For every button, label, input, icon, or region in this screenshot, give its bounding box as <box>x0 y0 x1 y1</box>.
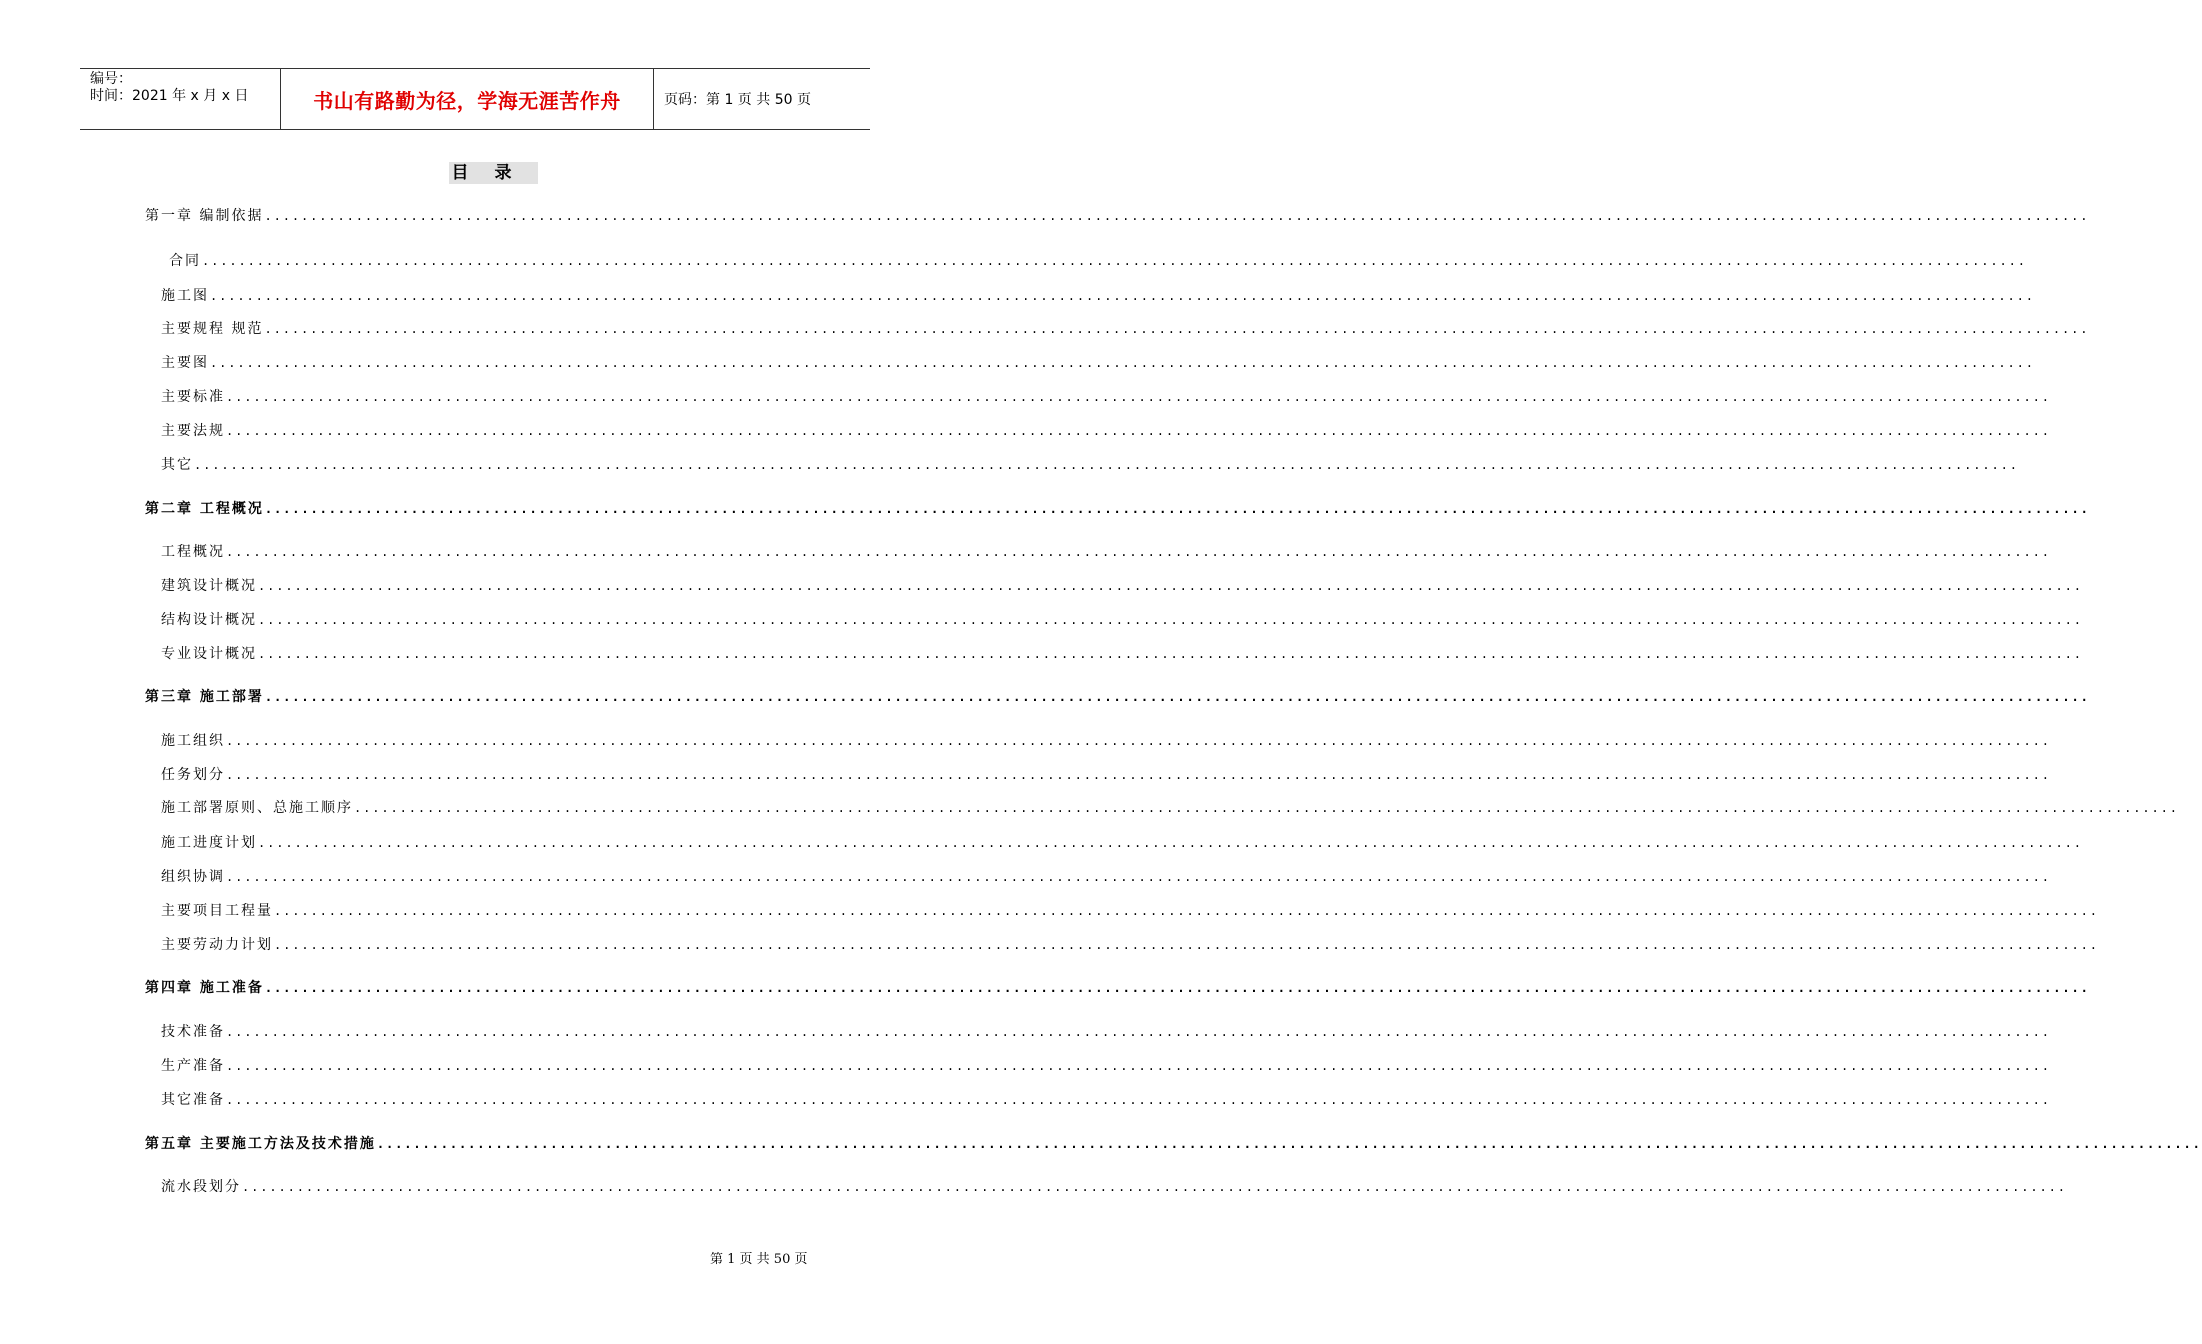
toc-leader-dots: ........................................................................................................................................................................................................ <box>264 209 2090 223</box>
toc-entry-label: 生产准备 <box>161 1058 225 1074</box>
toc-leader-dots: ........................................................................................................................................................................................................ <box>354 801 2179 815</box>
document-date: 时间：2021 年 x 月 x 日 <box>90 88 249 104</box>
toc-entry-label: 合同 <box>169 253 201 269</box>
toc-entry <box>161 318 2090 338</box>
toc-entry-label: 主要图 <box>161 355 209 371</box>
toc-title-wrapper <box>0 158 986 183</box>
toc-entry-label: 结构设计概况 <box>161 612 257 628</box>
header-motto: 书山有路勤为径，学海无涯苦作舟 <box>281 69 654 129</box>
toc-leader-dots: ........................................................................................................................................................................................................ <box>258 613 2083 627</box>
header-page-number: 页码：第 1 页 共 50 页 <box>664 92 811 108</box>
toc-entry-label: 施工进度计划 <box>161 835 257 851</box>
toc-entry <box>161 1176 2067 1196</box>
toc-leader-dots: ........................................................................................................................................................................................................ <box>226 1025 2051 1039</box>
toc-entry <box>161 575 2083 595</box>
toc-entry <box>161 352 2035 372</box>
toc-title: 目录 <box>449 162 538 184</box>
toc-leader-dots: ........................................................................................................................................................................................................ <box>264 981 2090 995</box>
toc-leader-dots: ........................................................................................................................................................................................................ <box>226 390 2051 404</box>
toc-leader-dots: ........................................................................................................................................................................................................ <box>264 690 2090 704</box>
toc-entry-label: 第四章 施工准备 <box>145 980 264 996</box>
toc-entry-label: 专业设计概况 <box>161 646 257 662</box>
toc-entry-label: 第三章 施工部署 <box>145 689 264 705</box>
toc-entry <box>161 285 2035 305</box>
toc-entry-label: 其它 <box>161 457 193 473</box>
toc-leader-dots: ........................................................................................................................................................................................................ <box>258 579 2083 593</box>
toc-leader-dots: ........................................................................................................................................................................................................ <box>264 502 2090 516</box>
toc-leader-dots: ........................................................................................................................................................................................................ <box>226 870 2051 884</box>
toc-leader-dots: ........................................................................................................................................................................................................ <box>210 289 2035 303</box>
toc-entry-label: 工程概况 <box>161 544 225 560</box>
toc-entry <box>161 764 2051 784</box>
toc-entry <box>161 386 2051 406</box>
toc-chapter-entry <box>145 1133 2202 1153</box>
toc-entry <box>161 454 2019 474</box>
toc-entry <box>161 541 2051 561</box>
toc-entry <box>161 730 2051 750</box>
toc-chapter-entry <box>145 498 2090 518</box>
toc-entry-label: 施工组织 <box>161 733 225 749</box>
toc-entry-label: 第五章 主要施工方法及技术措施 <box>145 1136 376 1152</box>
toc-entry <box>161 797 2179 817</box>
toc-entry <box>169 250 2027 270</box>
toc-leader-dots: ........................................................................................................................................................................................................ <box>194 458 2019 472</box>
toc-entry-label: 组织协调 <box>161 869 225 885</box>
toc-entry <box>161 866 2051 886</box>
toc-entry-label: 主要劳动力计划 <box>161 937 273 953</box>
toc-entry-label: 施工部署原则、总施工顺序 <box>161 800 353 816</box>
toc-leader-dots: ........................................................................................................................................................................................................ <box>226 734 2051 748</box>
toc-leader-dots: ........................................................................................................................................................................................................ <box>242 1180 2067 1194</box>
toc-leader-dots: ........................................................................................................................................................................................................ <box>274 938 2099 952</box>
toc-entry <box>161 1055 2051 1075</box>
header-meta <box>80 69 281 129</box>
toc-entry-label: 主要法规 <box>161 423 225 439</box>
toc-entry-label: 主要标准 <box>161 389 225 405</box>
toc-entry <box>161 609 2083 629</box>
toc-chapter-entry <box>145 686 2090 706</box>
toc-leader-dots: ........................................................................................................................................................................................................ <box>210 356 2035 370</box>
toc-entry-label: 施工图 <box>161 288 209 304</box>
toc-chapter-entry <box>145 205 2090 225</box>
toc-entry <box>161 420 2051 440</box>
toc-entry-label: 主要项目工程量 <box>161 903 273 919</box>
toc-leader-dots: ........................................................................................................................................................................................................ <box>274 904 2099 918</box>
toc-leader-dots: ........................................................................................................................................................................................................ <box>202 254 2027 268</box>
toc-entry <box>161 1021 2051 1041</box>
toc-entry-label: 第二章 工程概况 <box>145 501 264 517</box>
toc-entry-label: 建筑设计概况 <box>161 578 257 594</box>
toc-entry-label: 第一章 编制依据 <box>145 208 264 224</box>
toc-leader-dots: ........................................................................................................................................................................................................ <box>226 1093 2051 1107</box>
toc-entry <box>161 643 2083 663</box>
toc-entry <box>161 934 2099 954</box>
page-footer: 第 1 页 共 50 页 <box>710 1252 808 1267</box>
toc-leader-dots: ........................................................................................................................................................................................................ <box>258 647 2083 661</box>
toc-leader-dots: ........................................................................................................................................................................................................ <box>226 545 2051 559</box>
toc-entry <box>161 832 2083 852</box>
toc-entry-label: 任务划分 <box>161 767 225 783</box>
toc-entry <box>161 900 2099 920</box>
toc-chapter-entry <box>145 977 2090 997</box>
toc-leader-dots: ........................................................................................................................................................................................................ <box>376 1137 2202 1151</box>
toc-leader-dots: ........................................................................................................................................................................................................ <box>258 836 2083 850</box>
toc-leader-dots: ........................................................................................................................................................................................................ <box>226 424 2051 438</box>
toc-leader-dots: ........................................................................................................................................................................................................ <box>226 768 2051 782</box>
toc-leader-dots: ........................................................................................................................................................................................................ <box>226 1059 2051 1073</box>
toc-leader-dots: ........................................................................................................................................................................................................ <box>264 322 2090 336</box>
toc-entry-label: 其它准备 <box>161 1092 225 1108</box>
toc-entry-label: 主要规程 规范 <box>161 321 264 337</box>
toc-entry-label: 技术准备 <box>161 1024 225 1040</box>
toc-entry <box>161 1089 2051 1109</box>
document-number-label: 编号： <box>90 71 132 87</box>
toc-entry-label: 流水段划分 <box>161 1179 241 1195</box>
page-header <box>80 68 870 130</box>
